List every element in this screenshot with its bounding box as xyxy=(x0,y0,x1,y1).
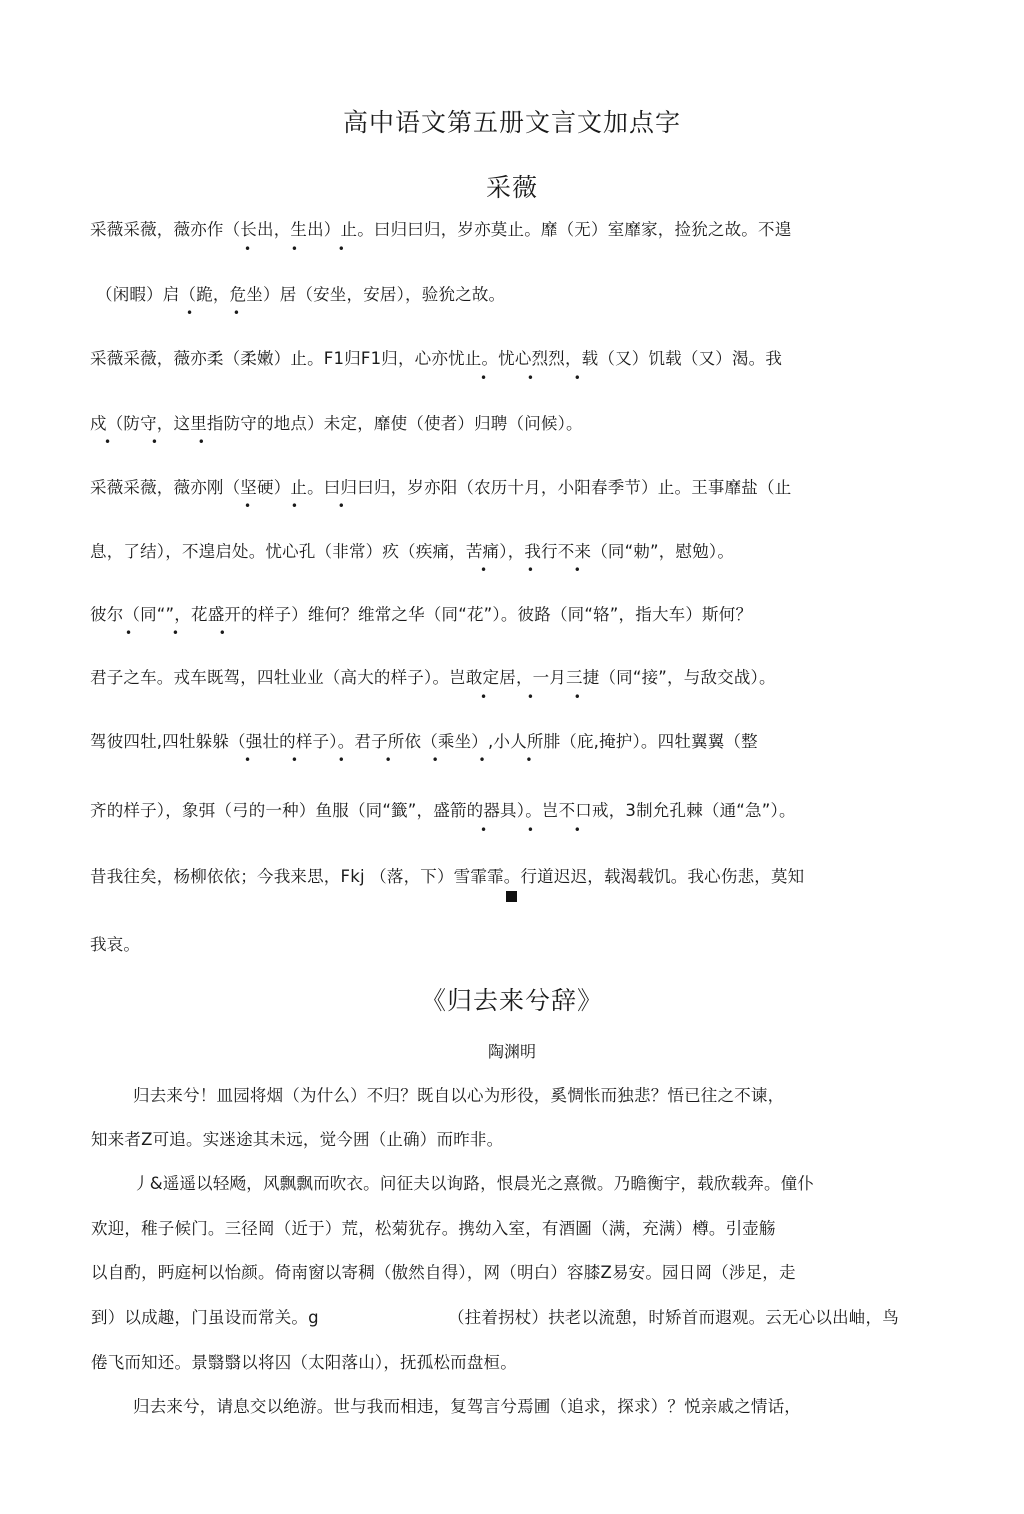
poem-line: 驾彼四牡,四牡躲躲（强壮的样子）。君子所依（乘坐）,小人所腓（庇,掩护）。四牡翼翼（整 xyxy=(90,732,758,751)
poem-line: 采薇采薇，薇亦刚（坚硬）止。曰归曰归，岁亦阳（农历十月，小阳春季节）止。王事靡盐（止 xyxy=(90,478,792,497)
poem-line: 君子之车。戎车既驾，四牡业业（高大的样子）。岂敢定居，一月三捷（同“接”，与敌交战）。 xyxy=(90,668,776,687)
document-title: 高中语文第五册文言文加点字 xyxy=(342,108,681,137)
poem-line: 采薇采薇，薇亦柔（柔嫩）止。F1归F1归，心亦忧止。忧心烈烈，载（又）饥载（又）渴。我 xyxy=(90,349,783,368)
prose-line: 知来者Z可追。实迷途其未远，觉今囲（止确）而昨非。 xyxy=(91,1130,504,1149)
poem-line: （闲暇）启（跪，危坐）居（安坐，安居），验狁之故。 xyxy=(96,285,506,304)
emphasis-dots: • • • xyxy=(480,563,599,577)
emphasis-dots: • • • xyxy=(244,242,363,256)
section-title-caiwei: 采薇 xyxy=(485,173,538,202)
prose-line: 欢迎，稚子候门。三径岡（近于）荒，松菊犹存。携幼入室，有酒圖（满，充满）樽。引壶觞 xyxy=(91,1219,776,1238)
prose-line: 倦飞而知还。景翳翳以将囚（太阳落山），抚孤松而盘桓。 xyxy=(91,1353,517,1372)
emphasis-dots: • • • xyxy=(104,435,223,449)
prose-line: 到）以成趣，门虽设而常关。g xyxy=(91,1308,319,1327)
poem-line: 我哀。 xyxy=(90,935,141,954)
emphasis-dots: • • • xyxy=(480,690,599,704)
black-square-mark xyxy=(506,891,517,902)
poem-line: 采薇采薇，薇亦作（长出，生出）止。曰归曰归，岁亦莫止。靡（无）室靡家，捡狁之故。不遑 xyxy=(90,220,792,239)
author-name: 陶渊明 xyxy=(487,1042,536,1061)
emphasis-dots: • • • xyxy=(125,626,244,640)
prose-line: 归去来兮，请息交以绝游。世与我而相违，复驾言兮焉圃（追求，探求）？悦亲戚之情话， xyxy=(133,1397,801,1416)
prose-line: （拄着拐杖）扶老以流憩，时矫首而遐观。云无心以出岫，鸟 xyxy=(448,1308,899,1327)
prose-line: 归去来兮！皿园将烟（为什么）不归？既自以心为形役，奚惆怅而独悲？悟已往之不谏， xyxy=(133,1086,785,1105)
prose-line: 以自酌，眄庭柯以怡颜。倚南窗以寄稠（傲然自得），网（明白）容膝Z易安。园日岡（涉足，走 xyxy=(91,1263,796,1282)
prose-line: 丿&遥遥以轻飏，风飘飘而吹衣。问征夫以询路，恨晨光之熹微。乃瞻衡宇，载欣载奔。僮仆 xyxy=(133,1174,815,1193)
poem-line: 彼尔（同“”，花盛开的样子）维何？维常之华（同“花”）。彼路（同“辂”，指大车）斯何？ xyxy=(90,605,753,624)
emphasis-dots: • • • • • • • xyxy=(244,753,551,767)
emphasis-dots: • • • xyxy=(480,823,599,837)
section-title-guiqulai: 《归去来兮辞》 xyxy=(420,986,603,1015)
poem-line: 息，了结），不遑启处。忧心孔（非常）疚（疾痛，苦痛），我行不来（同“勅”，慰勉）。 xyxy=(90,542,735,561)
emphasis-dots: • • • xyxy=(480,371,599,385)
poem-line: 齐的样子），象弭（弓的一种）鱼服（同“籤”，盛箭的器具）。岂不口戒，3制允孔棘（通“急”）。 xyxy=(90,801,796,820)
poem-line: 戍（防守，这里指防守的地点）未定，靡使（使者）归聘（问候）。 xyxy=(90,414,583,433)
poem-line: 昔我往矣，杨柳依依；今我来思，Fkj （落，下）雪霏霏。行道迟迟，载渴载饥。我心伤悲，莫知 xyxy=(90,867,805,886)
emphasis-dots: • • • xyxy=(244,499,363,513)
emphasis-dots: • • xyxy=(186,306,258,320)
